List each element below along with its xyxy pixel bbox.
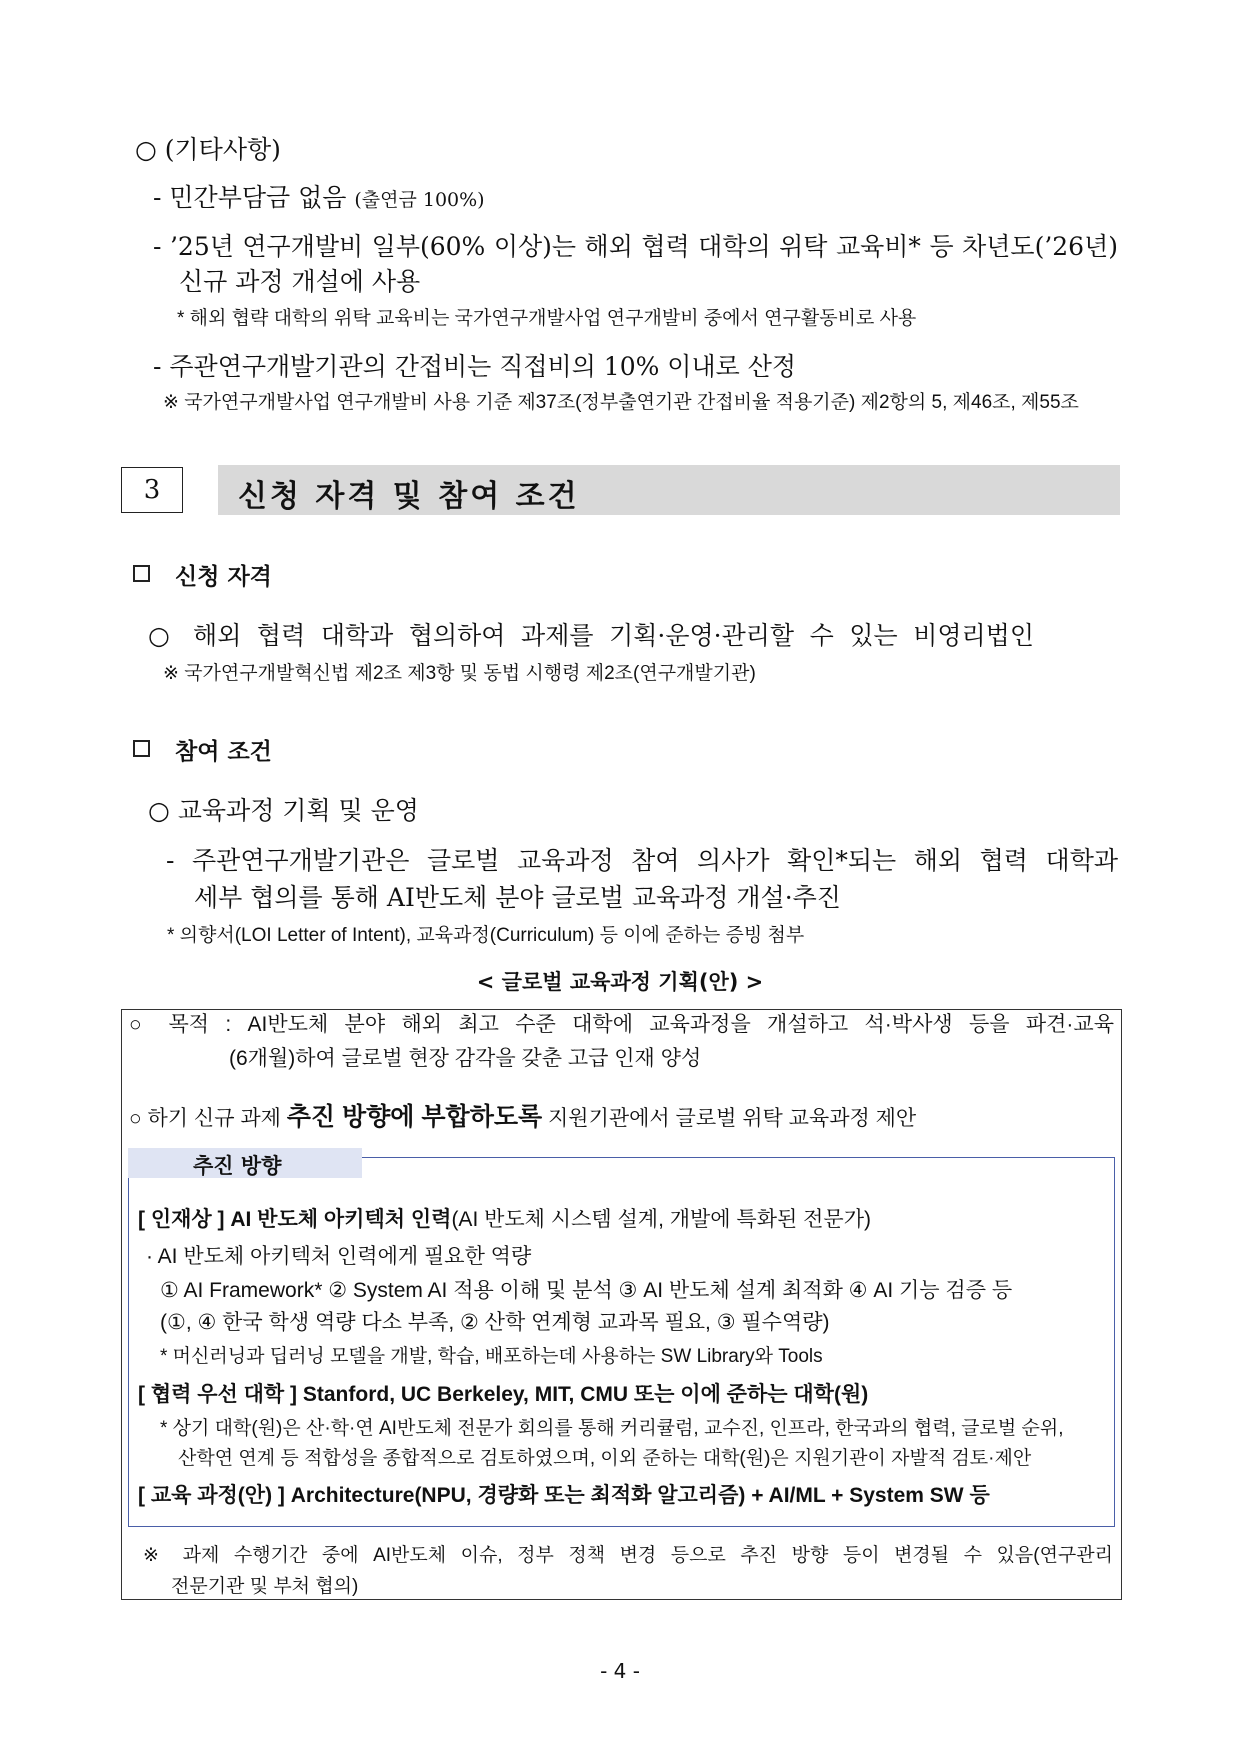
direction-tab-label: 추진 방향 (193, 1154, 282, 1178)
talent-label: [ 인재상 ] AI 반도체 아키텍처 인력 (138, 1208, 452, 1231)
competency-intro: · AI 반도체 아키텍처 인력에게 필요한 역량 (146, 1245, 532, 1268)
misc-item-indirect-cost: - 주관연구개발기관의 간접비는 직접비의 10% 이내로 산정 (153, 352, 796, 381)
eligibility-heading: 신청 자격 (175, 564, 272, 590)
eligibility-ref: ※ 국가연구개발혁신법 제2조 제3항 및 동법 시행령 제2조(연구개발기관) (163, 663, 756, 684)
plan-proposal-bold: 추진 방향에 부합하도록 (286, 1103, 543, 1131)
plan-proposal (129, 1097, 916, 1133)
competency-list: ① AI Framework* ② System AI 적용 이해 및 분석 ③ AI 반도체 설계 최적화 ④ AI 기능 검증 등 (160, 1279, 1013, 1302)
misc-item-budget-line1: - ’25년 연구개발비 일부(60% 이상)는 해외 협력 대학의 위탁 교육비* 등 차년도(’26년) (153, 232, 1118, 261)
plan-proposal-post: 지원기관에서 글로벌 위탁 교육과정 제안 (542, 1107, 917, 1130)
talent-description: (AI 반도체 시스템 설계, 개발에 특화된 전문가) (451, 1208, 871, 1231)
conditions-checkbox-icon (133, 740, 150, 757)
change-note-line2: 전문기관 및 부처 협의) (171, 1576, 359, 1597)
conditions-item: ○ 교육과정 기획 및 운영 (148, 796, 419, 825)
partner-universities-note2: 산학연 연계 등 적합성을 종합적으로 검토하였으며, 이외 준하는 대학(원)은 지원기관이 자발적 검토·제안 (178, 1448, 1032, 1469)
talent-line (138, 1203, 871, 1233)
competency-note: (①, ④ 한국 학생 역량 다소 부족, ② 산학 연계형 교과목 필요, ③ 필수역량) (160, 1311, 830, 1334)
section-title: 신청 자격 및 참여 조건 (238, 479, 580, 514)
misc-item-budget-line2: 신규 과정 개설에 사용 (179, 267, 421, 296)
framework-footnote: * 머신러닝과 딥러닝 모델을 개발, 학습, 배포하는데 사용하는 SW Library와 Tools (160, 1346, 823, 1367)
plan-purpose-line2: (6개월)하여 글로벌 현장 감각을 갖춘 고급 인재 양성 (229, 1047, 702, 1070)
partner-universities-note1: * 상기 대학(원)은 산·학·연 AI반도체 전문가 회의를 통해 커리큘럼, 교수진, 인프라, 한국과의 협력, 글로벌 순위, (160, 1418, 1064, 1439)
plan-proposal-pre: ○ 하기 신규 과제 (129, 1107, 287, 1130)
section-number: 3 (121, 467, 183, 513)
partner-universities: [ 협력 우선 대학 ] Stanford, UC Berkeley, MIT, CMU 또는 이에 준하는 대학(원) (138, 1383, 869, 1406)
misc-item-indirect-cost-ref: ※ 국가연구개발사업 연구개발비 사용 기준 제37조(정부출연기관 간접비율 적용기준) 제2항의 5, 제46조, 제55조 (163, 392, 1079, 413)
course-plan: [ 교육 과정(안) ] Architecture(NPU, 경량화 또는 최적화 알고리즘) + AI/ML + System SW 등 (138, 1484, 990, 1507)
misc-heading: ○ (기타사항) (135, 135, 281, 164)
misc-item-no-private-cost-note: (출연금 100%) (354, 189, 485, 211)
page-number: - 4 - (600, 1659, 640, 1683)
eligibility-item: ○ 해외 협력 대학과 협의하여 과제를 기획·운영·관리할 수 있는 비영리법인 (148, 621, 1034, 650)
eligibility-checkbox-icon (133, 565, 150, 582)
conditions-sub-line1: - 주관연구개발기관은 글로벌 교육과정 참여 의사가 확인*되는 해외 협력 대학과 (166, 846, 1118, 875)
change-note-line1: ※ 과제 수행기간 중에 AI반도체 이슈, 정부 정책 변경 등으로 추진 방향 등이 변경될 수 있음(연구관리 (143, 1545, 1113, 1566)
misc-item-no-private-cost (153, 178, 485, 214)
plan-caption: < 글로벌 교육과정 기획(안) > (476, 970, 764, 994)
conditions-footnote: * 의향서(LOI Letter of Intent), 교육과정(Curriculum) 등 이에 준하는 증빙 첨부 (167, 925, 805, 946)
conditions-sub-line2: 세부 협의를 통해 AI반도체 분야 글로벌 교육과정 개설·추진 (194, 883, 841, 912)
conditions-heading: 참여 조건 (175, 739, 272, 765)
misc-item-budget-footnote: * 해외 협략 대학의 위탁 교육비는 국가연구개발사업 연구개발비 중에서 연구활동비로 사용 (177, 308, 917, 329)
plan-purpose-line1: ○ 목적 : AI반도체 분야 해외 최고 수준 대학에 교육과정을 개설하고 석·박사생 등을 파견·교육 (129, 1013, 1114, 1036)
misc-item-no-private-cost-text: - 민간부담금 없음 (153, 183, 355, 212)
